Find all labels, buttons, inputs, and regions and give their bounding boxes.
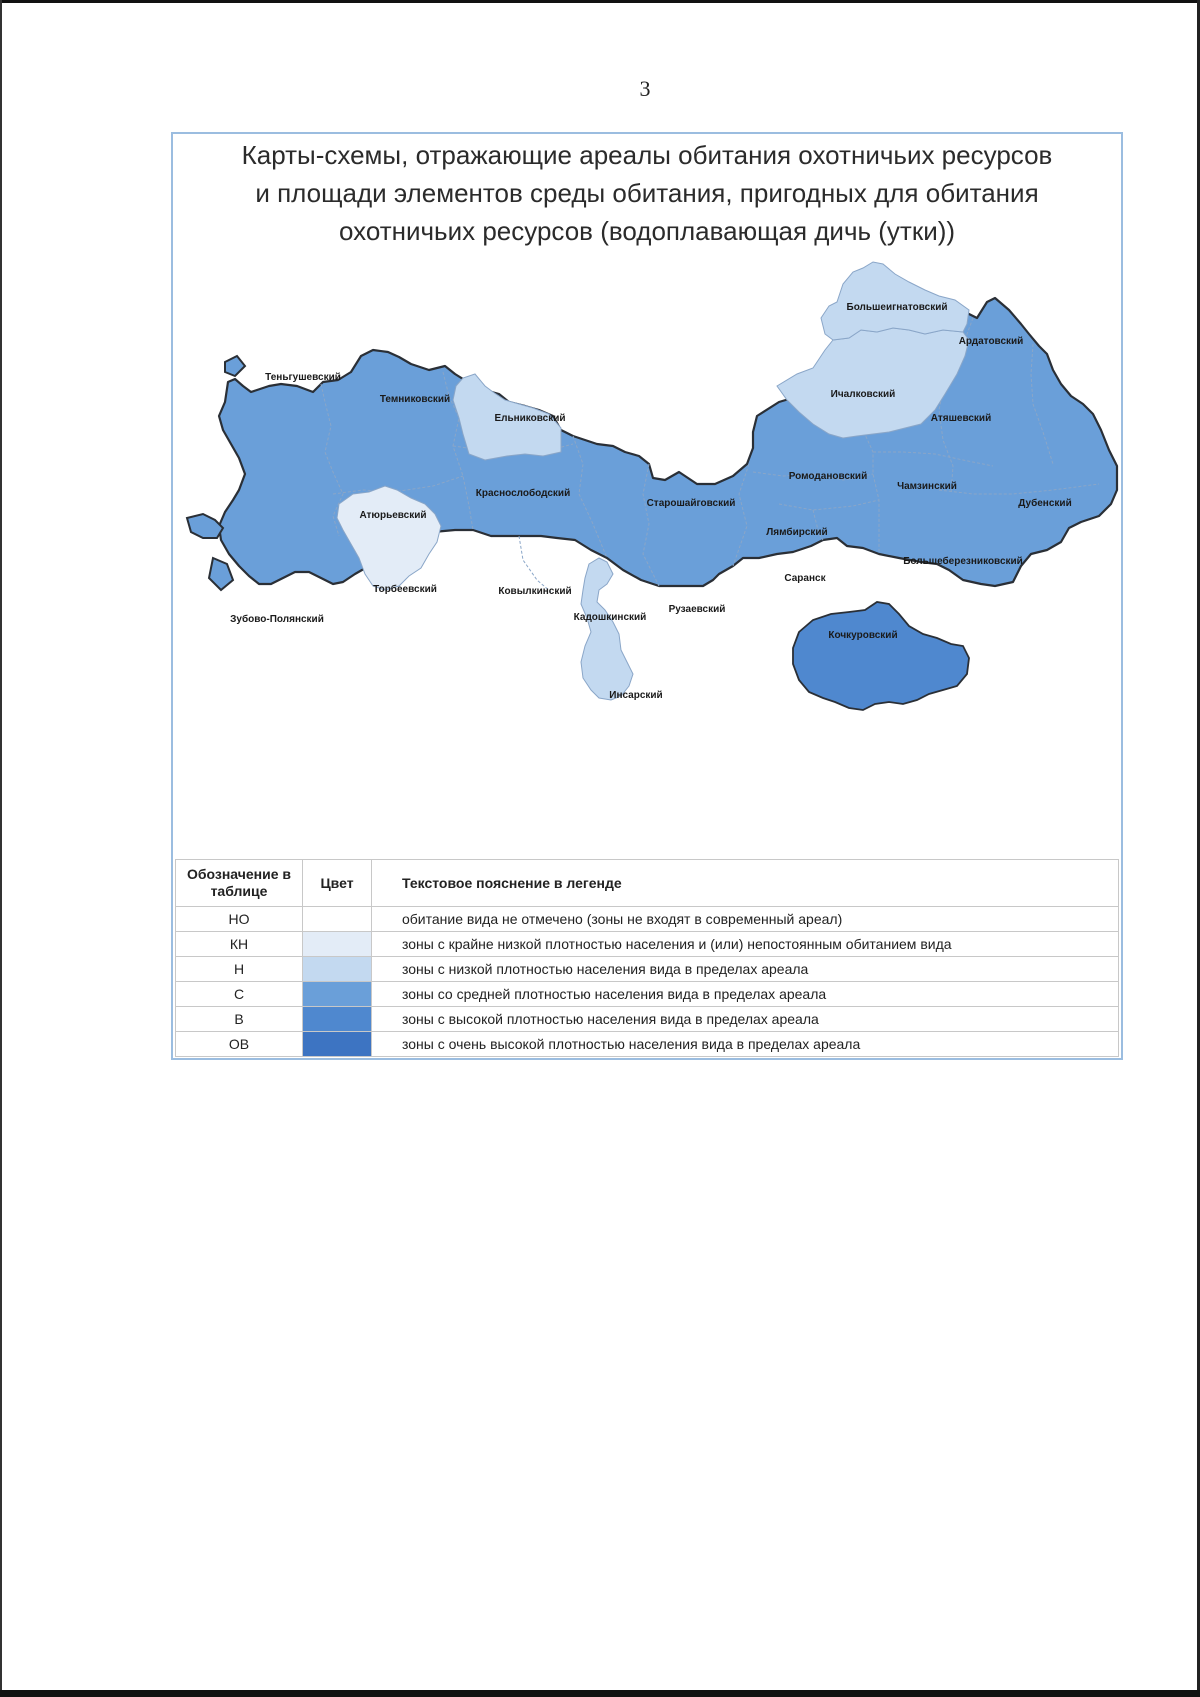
legend-swatch (303, 957, 372, 982)
legend-table (175, 859, 1119, 1057)
legend-header-code: Обозначение в таблице (176, 860, 303, 907)
label-kochkurovsky: Кочкуровский (828, 630, 898, 641)
legend-description: зоны с крайне низкой плотностью населения и (или) непостоянным обитанием вида (372, 932, 1119, 957)
label-ruzaevsky: Рузаевский (668, 604, 726, 615)
label-staroshaigovsky: Старошайговский (646, 498, 736, 509)
legend-swatch-fill (303, 982, 371, 1006)
district-kadoshkinsky (581, 558, 633, 700)
map-title-line-3: охотничьих ресурсов (водоплавающая дичь (утки)) (338, 216, 956, 246)
label-atyurevsky: Атюрьевский (359, 510, 427, 521)
region-outline-west-lobe (187, 514, 223, 538)
legend-swatch-fill (303, 957, 371, 981)
label-chamzinsky: Чамзинский (897, 481, 957, 492)
legend-code: КН (176, 932, 303, 957)
legend-code: С (176, 982, 303, 1007)
legend-header-row (176, 860, 1119, 907)
legend-swatch (303, 932, 372, 957)
legend-swatch-fill (303, 932, 371, 956)
map-title-line-2: и площади элементов среды обитания, пригодных для обитания (255, 178, 1039, 208)
label-ardatovsky: Ардатовский (958, 336, 1024, 347)
legend-code: Н (176, 957, 303, 982)
scan-edge-bottom (0, 1690, 1200, 1697)
legend-header-color: Цвет (303, 860, 372, 907)
label-bolsheignatovsky: Большеигнатовский (846, 302, 948, 313)
label-atyashevsky: Атяшевский (930, 413, 992, 424)
legend-swatch (303, 1007, 372, 1032)
label-kadoshkinsky: Кадошкинский (573, 612, 647, 623)
label-tengushevsky: Теньгушевский (265, 372, 341, 383)
legend-swatch (303, 1032, 372, 1057)
label-torbeevsky: Торбеевский (373, 584, 437, 595)
legend-row (176, 907, 1119, 932)
legend-row (176, 932, 1119, 957)
label-saransk: Саранск (784, 573, 826, 584)
label-dubensky: Дубенский (1018, 498, 1072, 509)
legend-description: зоны с очень высокой плотностью населения вида в пределах ареала (372, 1032, 1119, 1057)
legend-description: обитание вида не отмечено (зоны не входят в современный ареал) (372, 907, 1119, 932)
map-figure (171, 132, 1123, 1060)
legend-description: зоны с высокой плотностью населения вида в пределах ареала (372, 1007, 1119, 1032)
label-kovylkinsky: Ковылкинский (498, 586, 572, 597)
legend-swatch (303, 982, 372, 1007)
label-insarsky: Инсарский (609, 690, 663, 701)
legend-code: В (176, 1007, 303, 1032)
label-elnikovsky: Ельниковский (494, 413, 566, 424)
scan-edge-left (0, 0, 2, 1697)
legend-row (176, 982, 1119, 1007)
legend-code: НО (176, 907, 303, 932)
legend-row (176, 1007, 1119, 1032)
region-map (173, 134, 1121, 854)
label-krasnoslobodsky: Краснослободский (475, 488, 571, 499)
page-number: 3 (639, 76, 651, 101)
legend-header-text: Текстовое пояснение в легенде (372, 860, 1119, 907)
legend-swatch-fill (303, 1007, 371, 1031)
label-bolsheberezhnikovsky: Большеберезниковский (903, 556, 1023, 567)
legend-row (176, 957, 1119, 982)
legend-code: ОВ (176, 1032, 303, 1057)
region-outline-northwest-lobe (225, 356, 245, 376)
district-bolsheignatovsky (821, 262, 969, 340)
label-zubovo-polyansky: Зубово-Полянский (230, 614, 324, 625)
label-ichalkovsky: Ичалковский (830, 389, 896, 400)
label-temnikovsky: Темниковский (379, 394, 451, 405)
legend-swatch (303, 907, 372, 932)
legend-description: зоны со средней плотностью населения вида в пределах ареала (372, 982, 1119, 1007)
label-lyambirsky: Лямбирский (766, 527, 828, 538)
legend-row (176, 1032, 1119, 1057)
district-kochkurovsky (793, 602, 969, 710)
scan-edge-top (0, 0, 1200, 3)
map-title-line-1: Карты-схемы, отражающие ареалы обитания охотничьих ресурсов (241, 140, 1053, 170)
region-outline-southwest-lobe (209, 558, 233, 590)
label-romodanovsky: Ромодановский (788, 471, 868, 482)
legend-swatch-fill (303, 907, 371, 931)
legend-description: зоны с низкой плотностью населения вида в пределах ареала (372, 957, 1119, 982)
legend-swatch-fill (303, 1032, 371, 1056)
